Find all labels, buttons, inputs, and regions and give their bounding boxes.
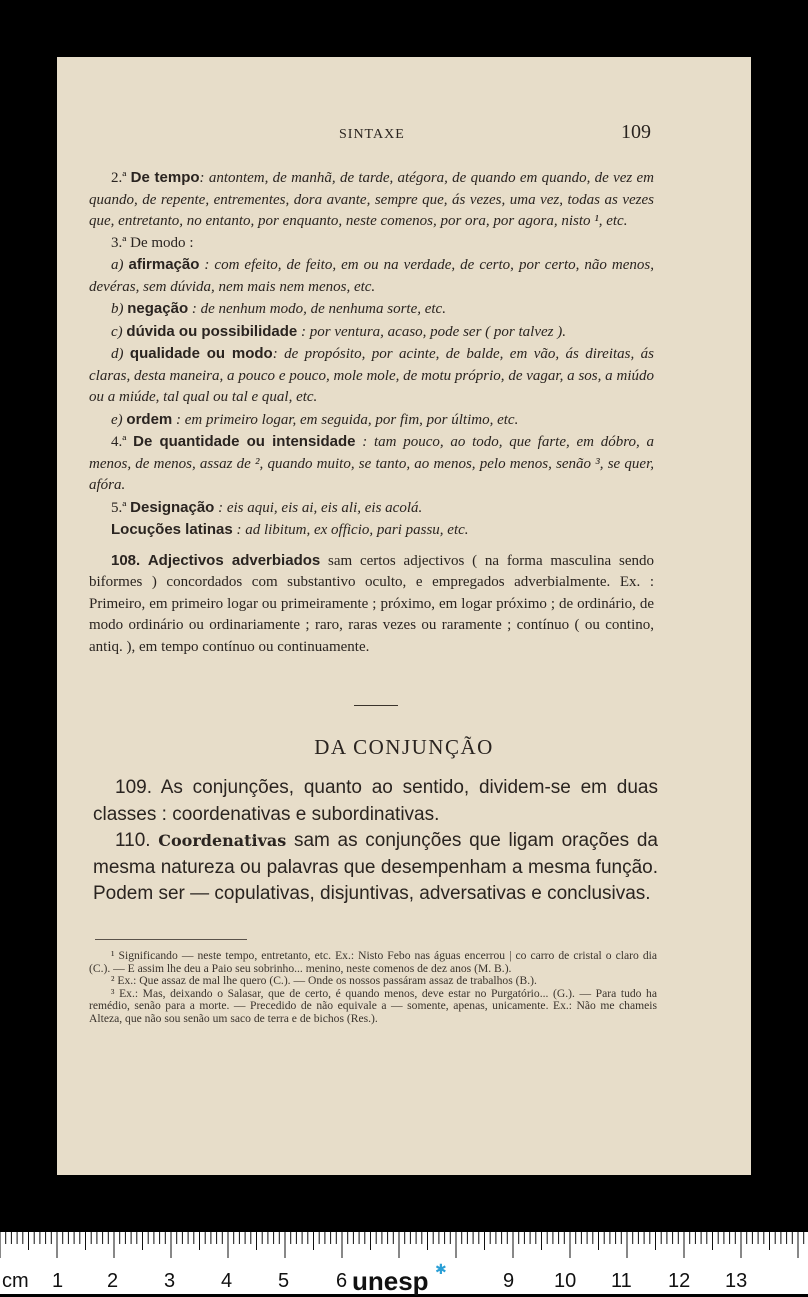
ruler-number: 5	[278, 1270, 290, 1292]
ruler-number: 2	[107, 1270, 119, 1292]
running-header: SINTAXE	[339, 127, 405, 142]
scale-ruler	[0, 1232, 808, 1294]
paragraph-110: 110. Coordenativas sam as conjunções que ligam orações da mesma natureza ou palavras que desempenham a mesma função. Podem ser — copulativas, disjuntivas, adversativas e conclusivas.	[93, 830, 658, 904]
unesp-logo: unesp	[352, 1266, 429, 1296]
paragraph-quantidade: 4.ª De quantidade ou intensidade : tam pouco, ao todo, que farte, em dóbro, a menos, de menos, assaz de ², quando muito, se tanto, ao menos, pelo menos, senão ³, se quer, afóra.	[89, 433, 654, 493]
ruler-number: 9	[503, 1270, 515, 1292]
paragraph-latinas: Locuções latinas : ad libitum, ex officio, pari passu, etc.	[111, 521, 469, 538]
conjunction-text	[93, 775, 658, 908]
ruler-number: 6	[336, 1270, 348, 1292]
section-title: DA CONJUNÇÃO	[314, 735, 494, 759]
ruler-number: 11	[611, 1270, 632, 1292]
paragraph-modo: 3.ª De modo :	[111, 234, 194, 251]
ruler-number: 3	[164, 1270, 176, 1292]
footnote-1: ¹ Significando — neste tempo, entretanto, etc. Ex.: Nisto Febo nas águas encerrou | co carro de cristal o claro dia (C.). — E assim lhe deu a Paio seu sobrinho... menino, neste comenos de dez anos (M. B.).	[89, 949, 657, 975]
paragraph-duvida: c) dúvida ou possibilidade : por ventura, acaso, pode ser ( por talvez ).	[111, 322, 566, 340]
footnote-2: ² Ex.: Que assaz de mal lhe quero (C.). — Onde os nossos passáram assaz de trabalhos (B.).	[111, 974, 537, 988]
paragraph-afirmacao: a) afirmação : com efeito, de feito, em ou na verdade, de certo, por certo, não menos, devéras, sem dúvida, nem mais nem menos, etc.	[89, 256, 654, 295]
page-number: 109	[621, 121, 651, 143]
ruler-number: 12	[668, 1270, 691, 1292]
paragraph-ordem: e) ordem : em primeiro logar, em seguida, por fim, por último, etc.	[111, 410, 519, 428]
ruler-number: 1	[52, 1270, 64, 1292]
paragraph-tempo: 2.ª De tempo: antontem, de manhã, de tarde, atégora, de quando em quando, de vez em quando, de repente, entrementes, dora avante, sempre que, ás vezes, uma vez, todas as vezes que, entretanto, no entanto, por enquanto, neste comenos, por ora, por agora, nisto ¹, etc.	[89, 169, 655, 229]
paragraph-qualidade: d) qualidade ou modo: de propósito, por acinte, de balde, em vão, ás direitas, ás claras, desta maneira, a pouco e pouco, mole mole, de motu próprio, de vagar, a sos, a miúdo ou a miúde, tal qual ou tal e qual, etc.	[89, 345, 655, 405]
logo-star-icon: ✱	[435, 1262, 447, 1278]
paragraph-109: 109. As conjunções, quanto ao sentido, dividem-se em duas classes : coordenativas e subordinativas.	[93, 777, 658, 825]
paragraph-designacao: 5.ª Designação : eis aqui, eis ai, eis ali, eis acolá.	[111, 498, 423, 516]
book-page	[57, 57, 751, 1175]
paragraph-negacao: b) negação : de nenhum modo, de nenhuma sorte, etc.	[111, 300, 446, 317]
footnote-3: ³ Ex.: Mas, deixando o Salasar, que de certo, é quando menos, deve estar no Purgatório... (G.). — Para tudo ha remédio, senão para a morte. — Precedido de não equivale a — somente, apenas, unicamente. Ex.: Não me chameis Alteza, que não sou senão um saco de terra e de bichos (Res.).	[89, 986, 657, 1025]
section-divider	[354, 705, 398, 706]
paragraph-108: 108. Adjectivos adverbiados sam certos adjectivos ( na forma masculina sendo biformes ) concordados com substantivo oculto, e empregados adverbialmente. Ex. : Primeiro, em primeiro logar ou primeiramente ; próximo, em logar próximo ; de ordinário, de modo ordinário ou ordinariamente ; raro, raras vezes ou raramente ; contínuo ( ou contino, antiq. ), em tempo contínuo ou continuamente.	[89, 551, 654, 655]
adverb-list	[89, 167, 654, 658]
ruler-unit-label: cm	[2, 1270, 29, 1292]
ruler-number: 4	[221, 1270, 233, 1292]
footnote-divider	[95, 939, 247, 940]
ruler-number: 13	[725, 1270, 748, 1292]
footnotes	[89, 950, 657, 1026]
ruler-number: 10	[554, 1270, 577, 1292]
